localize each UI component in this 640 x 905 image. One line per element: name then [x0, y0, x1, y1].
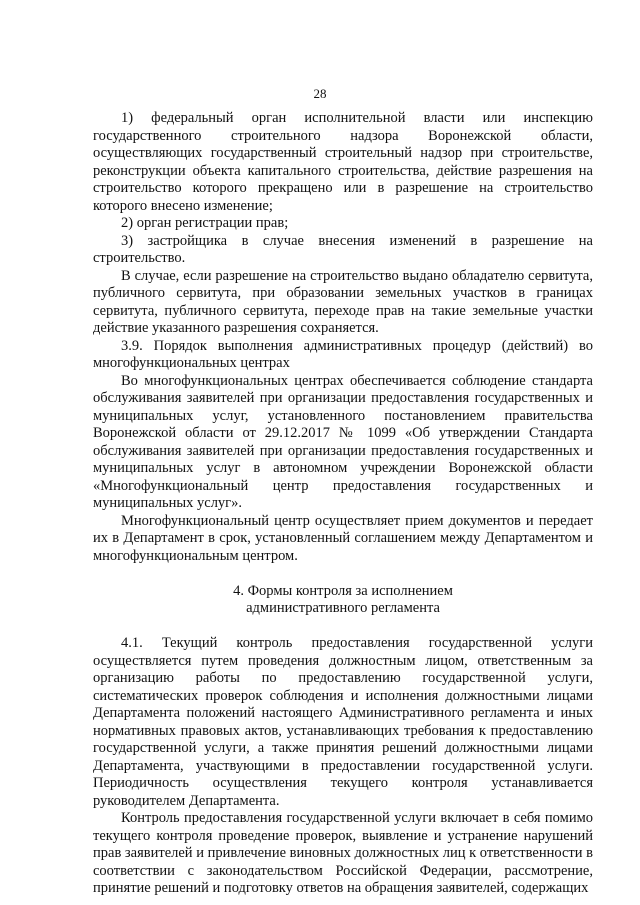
paragraph: В случае, если разрешение на строительство выдано обладателю сервитута, публичного сервитута, при образовании земельных участков в границах сервитута, публичного сервитута, переходе прав на такие земельные участки действие указанного разрешения сохраняется.	[93, 267, 593, 336]
paragraph: 3) застройщика в случае внесения изменений в разрешение на строительство.	[93, 232, 593, 266]
section-heading-line: 4. Формы контроля за исполнением	[233, 582, 453, 599]
section-heading-line: административного регламента	[246, 600, 440, 616]
paragraph: Контроль предоставления государственной услуги включает в себя помимо текущего контроля проведение проверок, выявление и устранение нарушений прав заявителей и привлечение виновных должностных лиц к ответственности в соответствии с законодательством Российской Федерации, рассмотрение, принятие решений и подготовку ответов на обращения заявителей, содержащих	[93, 810, 593, 896]
document-body	[93, 110, 593, 898]
paragraph: Во многофункциональных центрах обеспечивается соблюдение стандарта обслуживания заявителей при организации предоставления государственных и муниципальных услуг, установленного постановлением правительства Воронежской области от 29.12.2017 № 1099 «Об утверждении Стандарта обслуживания заявителей при организации предоставления государственных и муниципальных услуг в автономном учреждении Воронежской области «Многофункциональный центр предоставления государственных и муниципальных услуг».	[93, 372, 593, 511]
paragraph: 1) федеральный орган исполнительной власти или инспекцию государственного строительного надзора Воронежской области, осуществляющих государственный строительный надзор при строительстве, реконструкции объекта капитального строительства, действие разрешения на строительство которого прекращено или в разрешение на строительство которого внесено изменение;	[93, 110, 593, 214]
paragraph: Многофункциональный центр осуществляет прием документов и передает их в Департамент в срок, установленный соглашением между Департаментом и многофункциональным центром.	[93, 512, 593, 564]
paragraph: 2) орган регистрации прав;	[121, 215, 289, 231]
page-number: 28	[313, 86, 327, 101]
paragraph: 4.1. Текущий контроль предоставления государственной услуги осуществляется путем проведения должностным лицом, ответственным за организацию работы по предоставлению государственной услуги, систематических проверок соблюдения и исполнения должностными лицами Департамента положений настоящего Административного регламента и иных нормативных правовых актов, устанавливающих требования к предоставлению государственной услуги, а также принятия решений должностными лицами Департамента, участвующими в предоставлении государственной услуги. Периодичность осуществления текущего контроля устанавливается руководителем Департамента.	[93, 635, 593, 809]
section-heading	[93, 583, 593, 618]
paragraph: 3.9. Порядок выполнения административных процедур (действий) во многофункциональных центрах	[93, 337, 593, 371]
